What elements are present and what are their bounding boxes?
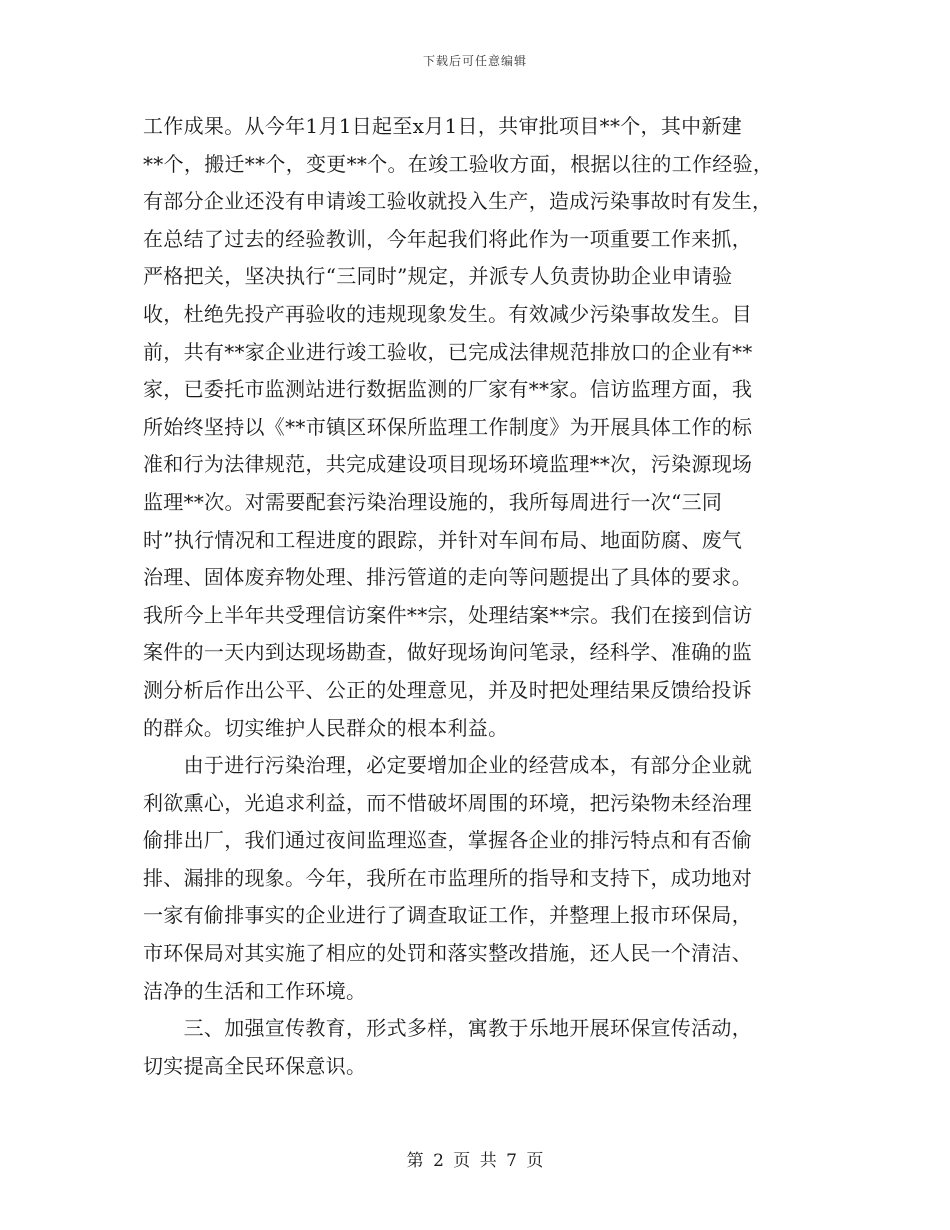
body-line: 时”执行情况和工程进度的跟踪，并针对车间布局、地面防腐、废气 bbox=[143, 527, 743, 552]
body-line: 偷排出厂，我们通过夜间监理巡查，掌握各企业的排污特点和有否偷 bbox=[143, 828, 752, 853]
body-line: 在总结了过去的经验教训，今年起我们将此作为一项重要工作来抓， bbox=[143, 226, 752, 251]
body-line: **个，搬迁**个，变更**个。在竣工验收方面，根据以往的工作经验， bbox=[143, 151, 774, 176]
body-line: 的群众。切实维护人民群众的根本利益。 bbox=[143, 715, 509, 740]
body-line: 洁净的生活和工作环境。 bbox=[143, 978, 367, 1003]
body-line: 案件的一天内到达现场勘查，做好现场询问笔录，经科学、准确的监 bbox=[143, 640, 752, 665]
body-line: 前，共有**家企业进行竣工验收，已完成法律规范排放口的企业有** bbox=[143, 339, 753, 364]
body-line: 切实提高全民环保意识。 bbox=[143, 1053, 367, 1078]
body-line: 排、漏排的现象。今年，我所在市监理所的指导和支持下，成功地对 bbox=[143, 865, 752, 890]
body-line: 三、加强宣传教育，形式多样，寓教于乐地开展环保宣传活动， bbox=[143, 1016, 752, 1041]
body-line: 收，杜绝先投产再验收的违规现象发生。有效减少污染事故发生。目 bbox=[143, 301, 752, 326]
body-line: 我所今上半年共受理信访案件**宗，处理结案**宗。我们在接到信访 bbox=[143, 602, 753, 627]
body-line: 有部分企业还没有申请竣工验收就投入生产，造成污染事故时有发生， bbox=[143, 189, 773, 214]
body-line: 准和行为法律规范，共完成建设项目现场环境监理**次，污染源现场 bbox=[143, 452, 753, 477]
body-line: 由于进行污染治理，必定要增加企业的经营成本，有部分企业就 bbox=[143, 753, 752, 778]
body-line: 所始终坚持以《**市镇区环保所监理工作制度》为开展具体工作的标 bbox=[143, 414, 753, 439]
body-line: 严格把关，坚决执行“三同时”规定，并派专人负责协助企业申请验 bbox=[143, 264, 733, 289]
body-line: 一家有偷排事实的企业进行了调查取证工作，并整理上报市环保局， bbox=[143, 903, 752, 928]
body-line: 利欲熏心，光追求利益，而不惜破坏周围的环境，把污染物未经治理 bbox=[143, 790, 752, 815]
body-line: 工作成果。从今年1月1日起至x月1日，共审批项目**个，其中新建 bbox=[143, 114, 743, 138]
body-line: 测分析后作出公平、公正的处理意见，并及时把处理结果反馈给投诉 bbox=[143, 677, 752, 702]
page-header: 下载后可任意编辑 bbox=[422, 54, 527, 68]
document-body bbox=[143, 108, 809, 1085]
page-number: 第 2 页 共 7 页 bbox=[406, 1151, 544, 1171]
body-line: 市环保局对其实施了相应的处罚和落实整改措施，还人民一个清洁、 bbox=[143, 941, 752, 966]
body-line: 家，已委托市监测站进行数据监测的厂家有**家。信访监理方面，我 bbox=[143, 377, 753, 402]
body-line: 监理**次。对需要配套污染治理设施的，我所每周进行一次“三同 bbox=[143, 489, 723, 514]
body-line: 治理、固体废弃物处理、排污管道的走向等问题提出了具体的要求。 bbox=[143, 565, 752, 590]
